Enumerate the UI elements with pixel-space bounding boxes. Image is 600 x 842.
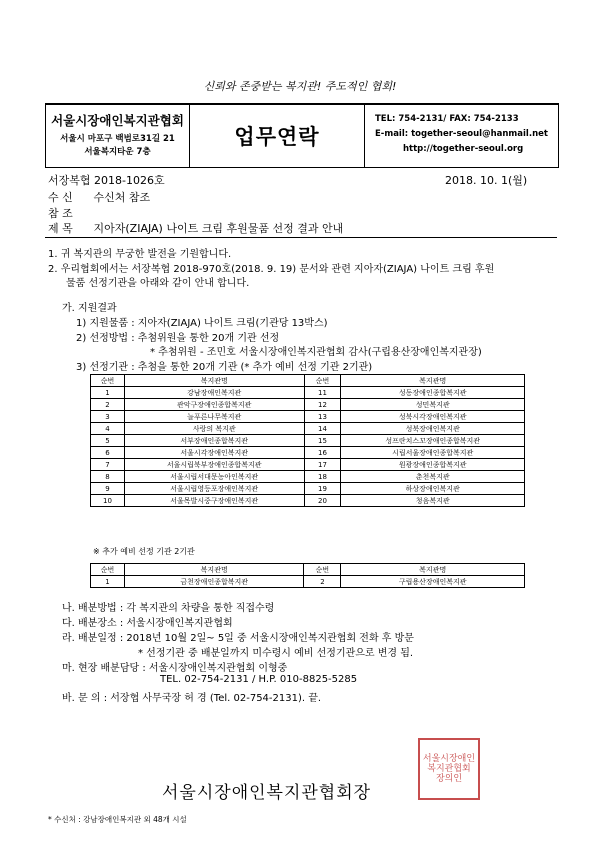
row-number-cell: 9 xyxy=(91,483,125,495)
org-address-line2: 서울복지타운 7층 xyxy=(84,147,151,157)
agency-name-cell: 청음복지관 xyxy=(341,495,525,507)
table-row xyxy=(91,495,525,507)
doc-date: 2018. 10. 1(월) xyxy=(445,174,528,187)
column-header: 순번 xyxy=(91,375,125,387)
row-number-cell: 2 xyxy=(91,399,125,411)
section-da: 다. 배분장소 : 서울시장애인복지관협회 xyxy=(62,618,233,629)
row-number-cell: 1 xyxy=(91,387,125,399)
recipient-value: 수신처 참조 xyxy=(93,191,151,204)
table-row xyxy=(91,435,525,447)
section-ra-note: * 선정기관 중 배분일까지 미수령시 예비 선정기관으로 변경 됨. xyxy=(138,648,414,659)
doc-type: 업무연락 xyxy=(234,125,320,149)
column-header: 순번 xyxy=(304,564,341,576)
agency-name-cell: 원광장애인종합복지관 xyxy=(341,459,525,471)
table-row xyxy=(91,471,525,483)
signature: 서울시장애인복지관협회장 xyxy=(162,783,372,803)
agency-name-cell: 성동장애인종합복지관 xyxy=(341,387,525,399)
selection-method: 2) 선정방법 : 추첨위원을 통한 20개 기관 선정 xyxy=(76,333,280,344)
row-number-cell: 10 xyxy=(91,495,125,507)
org-name: 서울시장애인복지관협회 xyxy=(51,113,184,128)
agency-name-cell: 강남장애인복지관 xyxy=(124,387,304,399)
section-ma: 마. 현장 배분담당 : 서울시장애인복지관협회 이형중 xyxy=(62,663,288,674)
column-header: 복지관명 xyxy=(341,564,525,576)
row-number-cell: 16 xyxy=(304,447,341,459)
org-block xyxy=(46,105,190,167)
reserve-note: ※ 추가 예비 선정 기관 2기관 xyxy=(93,547,195,556)
row-number-cell: 20 xyxy=(304,495,341,507)
agency-name-cell: 금천장애인종합복지관 xyxy=(124,576,304,588)
row-number-cell: 2 xyxy=(304,576,341,588)
letterhead xyxy=(45,103,559,168)
reserve-agencies-table xyxy=(90,563,525,588)
column-header: 복지관명 xyxy=(124,564,304,576)
doc-type-block xyxy=(190,105,365,167)
agency-name-cell: 시립서울장애인종합복지관 xyxy=(341,447,525,459)
org-address-line1: 서울시 마포구 백범로31길 21 xyxy=(60,134,175,144)
agency-name-cell: 서울시립영등포장애인복지관 xyxy=(124,483,304,495)
email: E-mail: together-seoul@hanmail.net xyxy=(375,129,548,139)
row-number-cell: 11 xyxy=(304,387,341,399)
agency-name-cell: 서울시립서대문농아인복지관 xyxy=(124,471,304,483)
column-header: 복지관명 xyxy=(124,375,304,387)
agency-name-cell: 관악구장애인종합복지관 xyxy=(124,399,304,411)
table-row xyxy=(91,576,525,588)
recipient-row xyxy=(48,189,150,205)
agency-name-cell: 성프란치스꼬장애인종합복지관 xyxy=(341,435,525,447)
agency-name-cell: 서울시각장애인복지관 xyxy=(124,447,304,459)
subject-value: 지아자(ZIAJA) 나이트 크림 후원물품 선정 결과 안내 xyxy=(93,222,344,235)
table-row xyxy=(91,423,525,435)
section-ba: 바. 문 의 : 서장협 사무국장 허 경 (Tel. 02-754-2131). 끝. xyxy=(62,693,322,704)
paragraph-2-line1: 2. 우리협회에서는 서장복협 2018-970호(2018. 9. 19) 문서와 관련 지아자(ZIAJA) 나이트 크림 후원 xyxy=(48,264,495,275)
row-number-cell: 14 xyxy=(304,423,341,435)
column-header: 복지관명 xyxy=(341,375,525,387)
row-number-cell: 17 xyxy=(304,459,341,471)
row-number-cell: 8 xyxy=(91,471,125,483)
reference-row xyxy=(48,205,90,221)
tel-fax: TEL: 754-2131/ FAX: 754-2133 xyxy=(375,114,519,124)
lottery-committee: * 추첨위원 - 조민호 서울시장애인복지관협회 감사(구립용산장애인복지관장) xyxy=(150,347,482,358)
slogan: 신뢰와 존중받는 복지관! 주도적인 협회! xyxy=(203,80,397,93)
column-header: 순번 xyxy=(91,564,125,576)
selected-agencies: 3) 선정기관 : 추첨을 통한 20개 기관 (* 추가 예비 선정 기관 2기관) xyxy=(76,362,373,373)
row-number-cell: 5 xyxy=(91,435,125,447)
paragraph-1: 1. 귀 복지관의 무궁한 발전을 기원합니다. xyxy=(48,249,232,260)
selected-agencies-table xyxy=(90,374,525,507)
column-header: 순번 xyxy=(304,375,341,387)
row-number-cell: 1 xyxy=(91,576,125,588)
section-ma-contact: TEL. 02-754-2131 / H.P. 010-8825-5285 xyxy=(160,674,358,685)
agency-name-cell: 성북장애인복지관 xyxy=(341,423,525,435)
agency-name-cell: 구립용산장애인복지관 xyxy=(341,576,525,588)
row-number-cell: 13 xyxy=(304,411,341,423)
divider xyxy=(45,237,557,238)
agency-name-cell: 서울목발시중구장애인복지관 xyxy=(124,495,304,507)
recipient-list-footer: * 수신처 : 강남장애인복지관 외 48개 시설 xyxy=(48,815,187,824)
contact-block xyxy=(365,105,568,174)
agency-name-cell: 늘푸른나무복지관 xyxy=(124,411,304,423)
support-item: 1) 지원물품 : 지아자(ZIAJA) 나이트 크림(기관당 13박스) xyxy=(76,318,328,329)
row-number-cell: 7 xyxy=(91,459,125,471)
section-ga: 가. 지원결과 xyxy=(62,303,117,314)
row-number-cell: 3 xyxy=(91,411,125,423)
website-link[interactable]: http://together-seoul.org xyxy=(403,144,524,154)
table-row xyxy=(91,411,525,423)
agency-name-cell: 성북시각장애인복지관 xyxy=(341,411,525,423)
row-number-cell: 18 xyxy=(304,471,341,483)
official-seal: 서울시장애인 복지관협회 장의인 xyxy=(418,738,480,800)
agency-name-cell: 사랑의 복지관 xyxy=(124,423,304,435)
subject-row xyxy=(48,220,343,236)
row-number-cell: 4 xyxy=(91,423,125,435)
table-row xyxy=(91,459,525,471)
row-number-cell: 15 xyxy=(304,435,341,447)
table-row xyxy=(91,447,525,459)
row-number-cell: 6 xyxy=(91,447,125,459)
recipient-label: 수 신 xyxy=(48,191,73,204)
section-ra: 라. 배분일정 : 2018년 10월 2일~ 5일 중 서울시장애인복지관협회 전화 후 방문 xyxy=(62,633,414,644)
agency-name-cell: 춘천복지관 xyxy=(341,471,525,483)
table-row xyxy=(91,483,525,495)
agency-name-cell: 서울시립북부장애인종합복지관 xyxy=(124,459,304,471)
paragraph-2-line2: 물품 선정기관을 아래와 같이 안내 합니다. xyxy=(66,278,250,289)
subject-label: 제 목 xyxy=(48,222,73,235)
agency-name-cell: 서부장애인종합복지관 xyxy=(124,435,304,447)
section-na: 나. 배분방법 : 각 복지관의 차량을 통한 직접수령 xyxy=(62,603,275,614)
table-row xyxy=(91,387,525,399)
row-number-cell: 12 xyxy=(304,399,341,411)
row-number-cell: 19 xyxy=(304,483,341,495)
table-row xyxy=(91,399,525,411)
doc-number: 서장복협 2018-1026호 xyxy=(48,174,165,187)
agency-name-cell: 하상장애인복지관 xyxy=(341,483,525,495)
reference-label: 참 조 xyxy=(48,207,73,220)
agency-name-cell: 성민복지관 xyxy=(341,399,525,411)
